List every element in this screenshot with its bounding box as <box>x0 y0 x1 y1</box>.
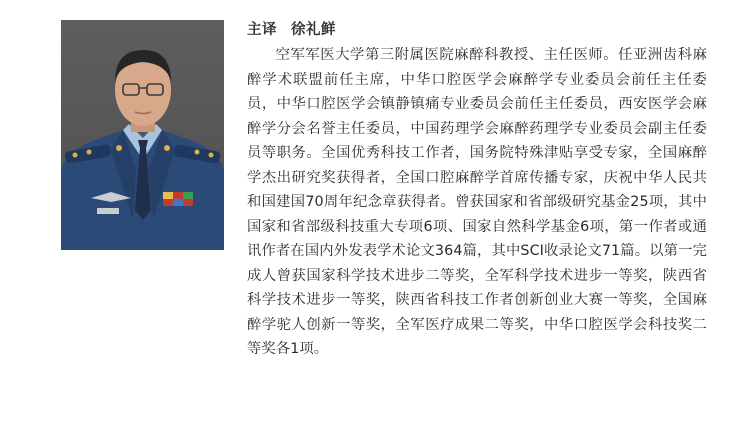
portrait-illustration <box>61 20 224 250</box>
person-name: 徐礼鲜 <box>291 22 336 38</box>
bio-section <box>247 18 707 362</box>
role-label: 主译 <box>247 22 277 38</box>
bio-paragraph: 空军军医大学第三附属医院麻醉科教授、主任医师。任亚洲齿科麻醉学术联盟前任主席，中华口腔医学会麻醉学专业委员会前任主任委员，中华口腔医学会镇静镇痛专业委员会前任主任委员，西安医学会麻醉学分会名誉主任委员，中国药理学会麻醉药理学专业委员会副主任委员等职务。全国优秀科技工作者，国务院特殊津贴享受专家，全国麻醉学杰出研究奖获得者，全国口腔麻醉学首席传播专家，庆祝中华人民共和国建国70周年纪念章获得者。曾获国家和省部级研究基金25项，其中国家和省部级科技重大专项6项、国家自然科学基金6项，第一作者或通讯作者在国内外发表学术论文364篇，其中SCI收录论文71篇。以第一完成人曾获国家科学技术进步二等奖，全军科学技术进步一等奖，陕西省科学技术进步一等奖，陕西省科技工作者创新创业大赛一等奖，全国麻醉学驼人创新一等奖，全军医疗成果二等奖，中华口腔医学会科技奖二等奖各1项。 <box>247 47 707 357</box>
portrait-photo <box>61 20 224 250</box>
bio-heading <box>247 18 707 42</box>
